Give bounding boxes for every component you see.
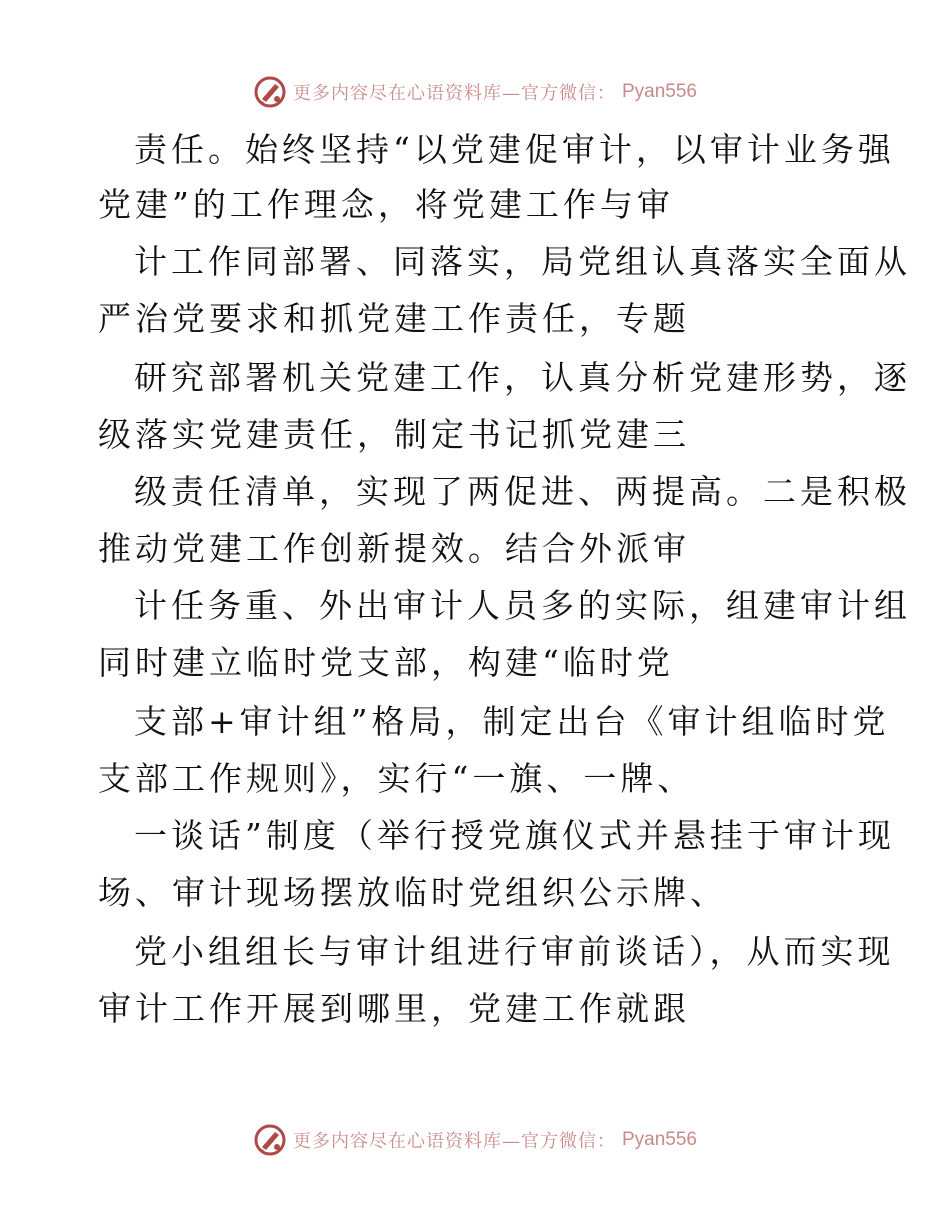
header-watermark xyxy=(0,72,950,112)
text-line: 级责任清单，实现了两促进、两提高。二是积极 xyxy=(134,472,911,511)
text-line: 一谈话”制度（举行授党旗仪式并悬挂于审计现 xyxy=(134,816,895,855)
watermark-id: Pyan556 xyxy=(621,1129,697,1150)
text-line: 推动党建工作创新提效。结合外派审 xyxy=(98,529,690,568)
text-line: 级落实党建责任，制定书记抓党建三 xyxy=(98,415,690,454)
text-line: 场、审计现场摆放临时党组织公示牌、 xyxy=(98,873,727,912)
watermark-text: 更多内容尽在心语资料库—官方微信： xyxy=(292,1131,616,1152)
watermark-text: 更多内容尽在心语资料库—官方微信： xyxy=(292,83,616,104)
watermark-id: Pyan556 xyxy=(621,81,697,102)
brush-logo-icon xyxy=(253,1123,287,1157)
text-line: 支部工作规则》，实行“一旗、一牌、 xyxy=(98,759,695,798)
text-line: 审计工作开展到哪里，党建工作就跟 xyxy=(98,989,690,1028)
text-line: 支部+审计组”格局，制定出台《审计组临时党 xyxy=(134,702,890,741)
text-line: 责任。始终坚持“以党建促审计，以审计业务强 xyxy=(134,130,895,169)
text-line: 同时建立临时党支部，构建“临时党 xyxy=(98,643,674,682)
footer-watermark xyxy=(0,1120,950,1160)
text-line: 研究部署机关党建工作，认真分析党建形势，逐 xyxy=(134,358,911,397)
text-line: 计任务重、外出审计人员多的实际，组建审计组 xyxy=(134,586,911,625)
text-line: 计工作同部署、同落实，局党组认真落实全面从 xyxy=(134,242,911,281)
text-line: 党建”的工作理念，将党建工作与审 xyxy=(98,185,674,224)
brush-logo-icon xyxy=(253,75,287,109)
text-line: 党小组组长与审计组进行审前谈话），从而实现 xyxy=(134,932,895,971)
text-line: 严治党要求和抓党建工作责任，专题 xyxy=(98,299,690,338)
